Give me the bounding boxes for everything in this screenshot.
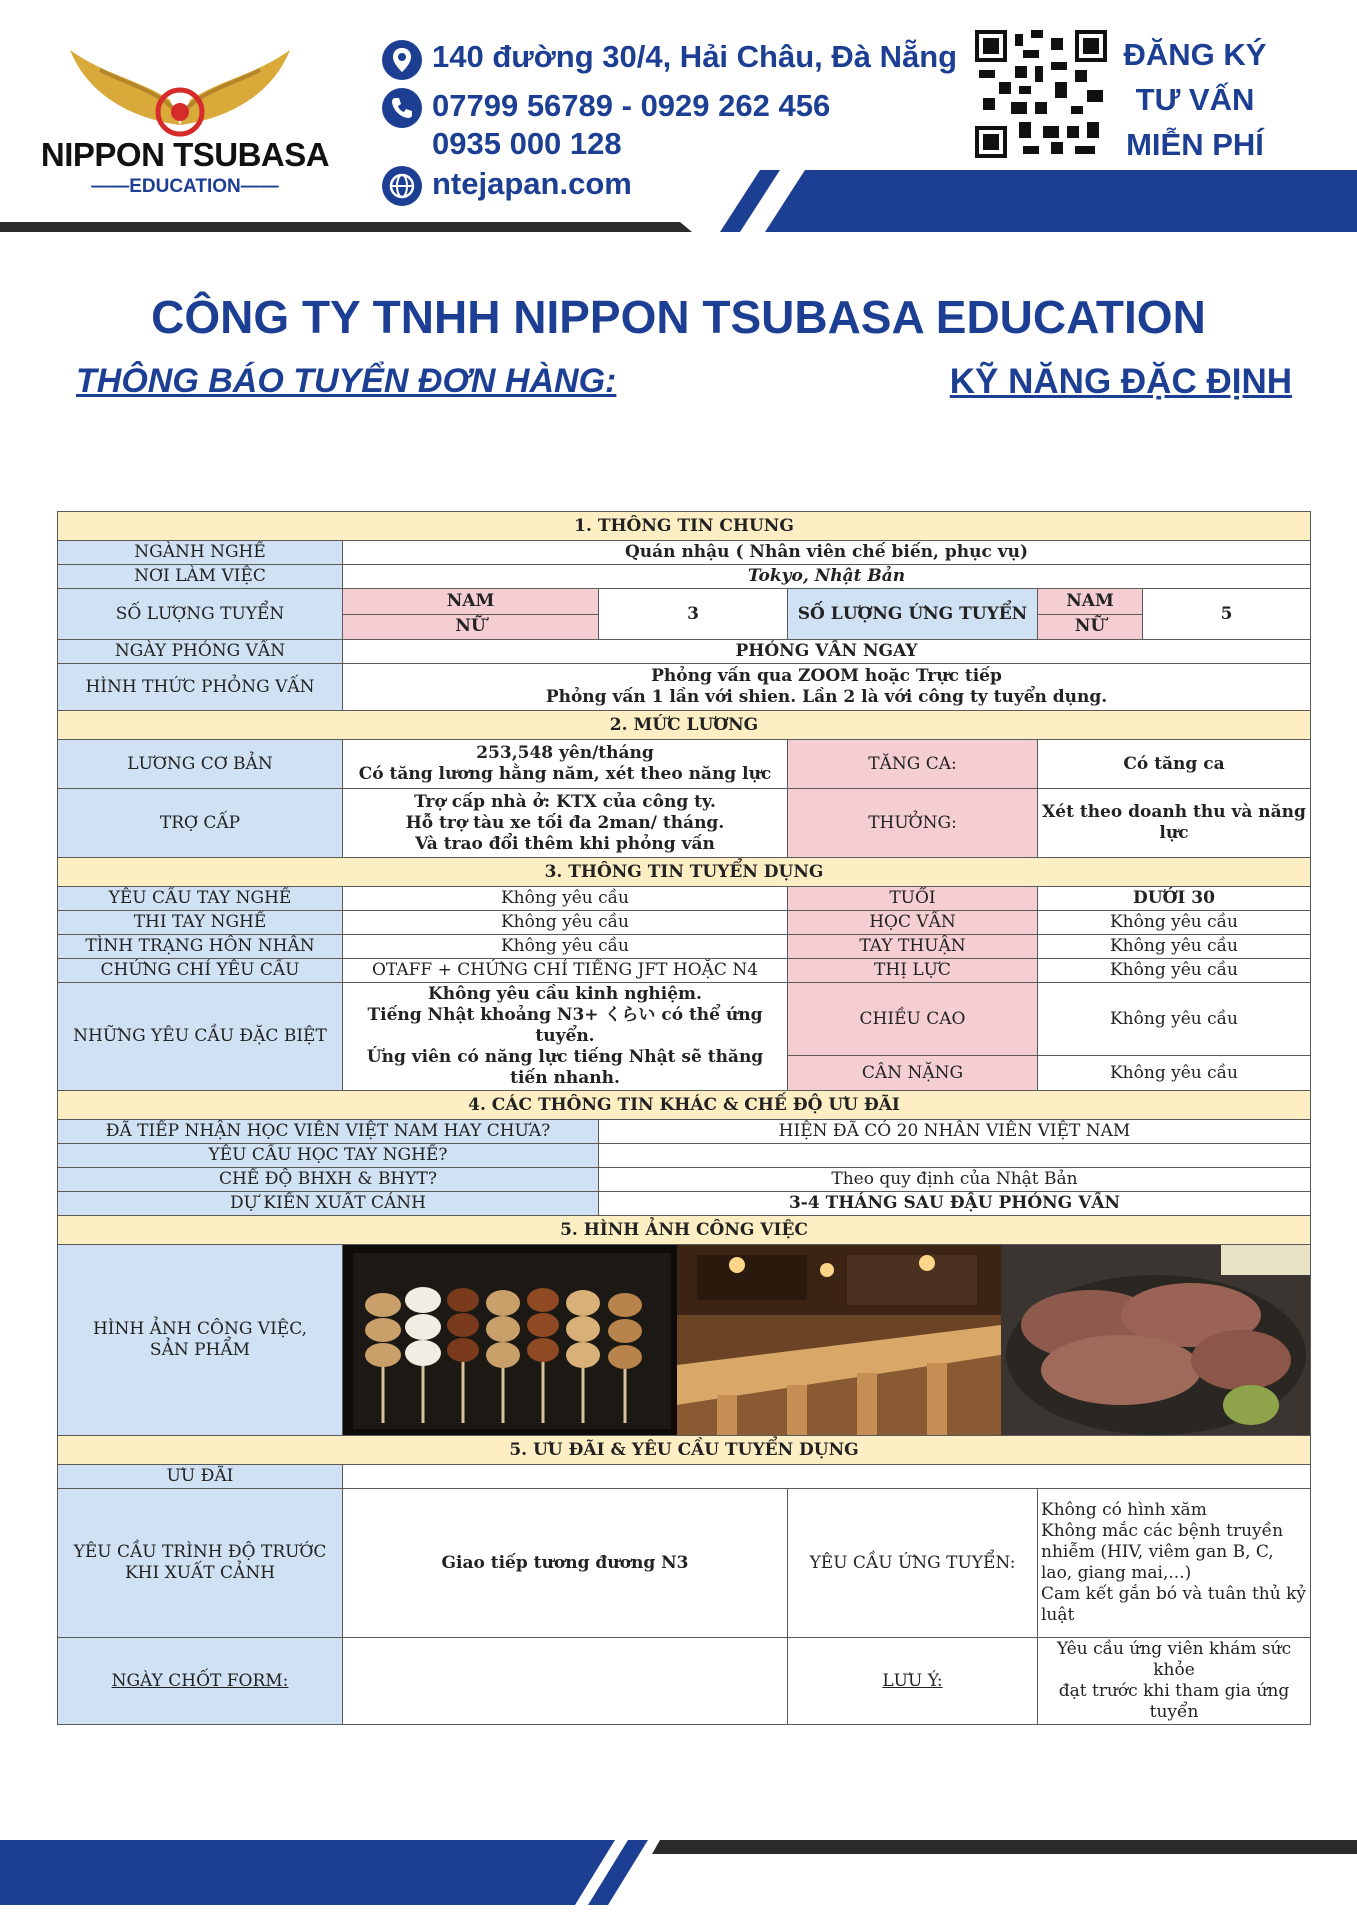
brand-subtitle: ——EDUCATION——: [91, 176, 279, 197]
allowance-value: Trợ cấp nhà ở: KTX của công ty. Hỗ trợ tàu xe tối đa 2man/ tháng. Và trao đổi thêm khi phỏng vấn: [343, 789, 788, 858]
handedness-label: TAY THUẬN: [788, 935, 1038, 959]
education-value: Không yêu cầu: [1038, 911, 1311, 935]
industry-value: Quán nhậu ( Nhân viên chế biến, phục vụ): [343, 541, 1311, 565]
workplace-label: NƠI LÀM VIỆC: [58, 565, 343, 589]
section-benefits-title: 5. ƯU ĐÃI & YÊU CẦU TUYỂN DỤNG: [58, 1436, 1311, 1465]
brand-name: NIPPON TSUBASA: [40, 136, 330, 173]
overtime-label: TĂNG CA:: [788, 740, 1038, 789]
section-recruit-title: 3. THÔNG TIN TUYỂN DỤNG: [58, 858, 1311, 887]
departure-value: 3-4 THÁNG SAU ĐẬU PHỎNG VẤN: [599, 1192, 1311, 1216]
interview-date-label: NGÀY PHỎNG VẤN: [58, 640, 343, 664]
insurance-label: CHẾ ĐỘ BHXH & BHYT?: [58, 1168, 599, 1192]
application-req-value: Không có hình xăm Không mắc các bệnh truyền nhiễm (HIV, viêm gan B, C, lao, giang mai,...) Cam kết gắn bó và tuân thủ kỷ luật: [1038, 1489, 1311, 1638]
female-label-2: NỮ: [1038, 614, 1143, 640]
location-pin-icon: [382, 40, 422, 80]
skewer-photo: [343, 1245, 677, 1435]
vn-students-value: HIỆN ĐÃ CÓ 20 NHÂN VIÊN VIỆT NAM: [599, 1120, 1311, 1144]
vn-students-label: ĐÃ TIẾP NHẬN HỌC VIÊN VIỆT NAM HAY CHƯA?: [58, 1120, 599, 1144]
height-value: Không yêu cầu: [1038, 983, 1311, 1056]
address-text: 140 đường 30/4, Hải Châu, Đà Nẵng: [432, 39, 958, 74]
allowance-label: TRỢ CẤP: [58, 789, 343, 858]
phone-number-2: 0935 000 128: [432, 126, 622, 161]
beef-dish-photo: [1001, 1245, 1311, 1435]
base-salary-value: 253,548 yên/tháng Có tăng lương hằng năm, xét theo năng lực: [343, 740, 788, 789]
eyesight-label: THỊ LỰC: [788, 959, 1038, 983]
work-photos: [343, 1245, 1311, 1436]
restaurant-photo: [677, 1245, 1001, 1435]
skill-req-value: Không yêu cầu: [343, 887, 788, 911]
language-req-label: YÊU CẦU TRÌNH ĐỘ TRƯỚC KHI XUẤT CẢNH: [58, 1489, 343, 1638]
note-value: Yêu cầu ứng viên khám sức khỏe đạt trước khi tham gia ứng tuyển: [1038, 1638, 1311, 1725]
job-info-table: [57, 511, 1311, 1725]
female-label: NỮ: [343, 614, 599, 640]
applicant-count-value: 5: [1143, 589, 1311, 640]
interview-type-label: HÌNH THỨC PHỎNG VẤN: [58, 664, 343, 711]
phone-numbers: 07799 56789 - 0929 262 456: [432, 88, 831, 123]
insurance-value: Theo quy định của Nhật Bản: [599, 1168, 1311, 1192]
male-label-2: NAM: [1038, 589, 1143, 615]
language-req-value: Giao tiếp tương đương N3: [343, 1489, 788, 1638]
marital-label: TÌNH TRẠNG HÔN NHÂN: [58, 935, 343, 959]
weight-value: Không yêu cầu: [1038, 1056, 1311, 1091]
benefits-label: ƯU ĐÃI: [58, 1465, 343, 1489]
section-other-title: 4. CÁC THÔNG TIN KHÁC & CHẾ ĐỘ ƯU ĐÃI: [58, 1091, 1311, 1120]
handedness-value: Không yêu cầu: [1038, 935, 1311, 959]
overtime-value: Có tăng ca: [1038, 740, 1311, 789]
form-deadline-value[interactable]: [343, 1638, 788, 1725]
eyesight-value: Không yêu cầu: [1038, 959, 1311, 983]
special-req-value: Không yêu cầu kinh nghiệm. Tiếng Nhật khoảng N3+ くらい có thể ứng tuyển. Ứng viên có năng lực tiếng Nhật sẽ thăng tiến nhanh.: [343, 983, 788, 1091]
age-value: DƯỚI 30: [1038, 887, 1311, 911]
photos-label: HÌNH ẢNH CÔNG VIỆC, SẢN PHẨM: [58, 1245, 343, 1436]
skill-training-value: [599, 1144, 1311, 1168]
applicant-count-label: SỐ LƯỢNG ỨNG TUYỂN: [788, 589, 1038, 640]
notice-label: THÔNG BÁO TUYỂN ĐƠN HÀNG:: [76, 362, 617, 400]
header-stripe: [0, 170, 1357, 236]
industry-label: NGÀNH NGHỀ: [58, 541, 343, 565]
interview-date-value: PHỎNG VẤN NGAY: [343, 640, 1311, 664]
wings-logo-icon: [60, 30, 300, 140]
qr-code-icon[interactable]: [975, 30, 1107, 158]
work-photo-strip: [343, 1245, 1311, 1435]
bonus-value: Xét theo doanh thu và năng lực: [1038, 789, 1311, 858]
recruit-count-value: 3: [599, 589, 788, 640]
section-salary-title: 2. MỨC LƯƠNG: [58, 711, 1311, 740]
departure-label: DỰ KIẾN XUẤT CẢNH: [58, 1192, 599, 1216]
certificate-label: CHỨNG CHỈ YÊU CẦU: [58, 959, 343, 983]
skill-req-label: YÊU CẦU TAY NGHỀ: [58, 887, 343, 911]
marital-value: Không yêu cầu: [343, 935, 788, 959]
weight-label: CÂN NẶNG: [788, 1056, 1038, 1091]
bonus-label: THƯỞNG:: [788, 789, 1038, 858]
recruit-count-label: SỐ LƯỢNG TUYỂN: [58, 589, 343, 640]
notice-type: KỸ NĂNG ĐẶC ĐỊNH: [949, 362, 1292, 401]
special-req-label: NHỮNG YÊU CẦU ĐẶC BIỆT: [58, 983, 343, 1091]
age-label: TUỔI: [788, 887, 1038, 911]
skill-test-label: THI TAY NGHỀ: [58, 911, 343, 935]
benefits-value: [343, 1465, 1311, 1489]
section-photos-title: 5. HÌNH ẢNH CÔNG VIỆC: [58, 1216, 1311, 1245]
workplace-value: Tokyo, Nhật Bản: [343, 565, 1311, 589]
base-salary-label: LƯƠNG CƠ BẢN: [58, 740, 343, 789]
interview-type-value: Phỏng vấn qua ZOOM hoặc Trực tiếp Phỏng vấn 1 lần với shien. Lần 2 là với công ty tuyển dụng.: [343, 664, 1311, 711]
company-title: CÔNG TY TNHH NIPPON TSUBASA EDUCATION: [151, 291, 1206, 343]
application-req-label: YÊU CẦU ỨNG TUYỂN:: [788, 1489, 1038, 1638]
skill-training-label: YÊU CẦU HỌC TAY NGHỀ?: [58, 1144, 599, 1168]
footer-stripe: [0, 1830, 1357, 1920]
section-general-title: 1. THÔNG TIN CHUNG: [58, 512, 1311, 541]
male-label: NAM: [343, 589, 599, 615]
education-label: HỌC VẤN: [788, 911, 1038, 935]
height-label: CHIỀU CAO: [788, 983, 1038, 1056]
website-link[interactable]: ntejapan.com: [432, 166, 632, 201]
free-consult-label[interactable]: ĐĂNG KÝ TƯ VẤN MIỄN PHÍ: [1123, 37, 1267, 162]
skill-test-value: Không yêu cầu: [343, 911, 788, 935]
note-label: LƯU Ý:: [788, 1638, 1038, 1725]
form-deadline-label: NGÀY CHỐT FORM:: [58, 1638, 343, 1725]
phone-icon: [382, 88, 422, 128]
certificate-value: OTAFF + CHỨNG CHỈ TIẾNG JFT HOẶC N4: [343, 959, 788, 983]
